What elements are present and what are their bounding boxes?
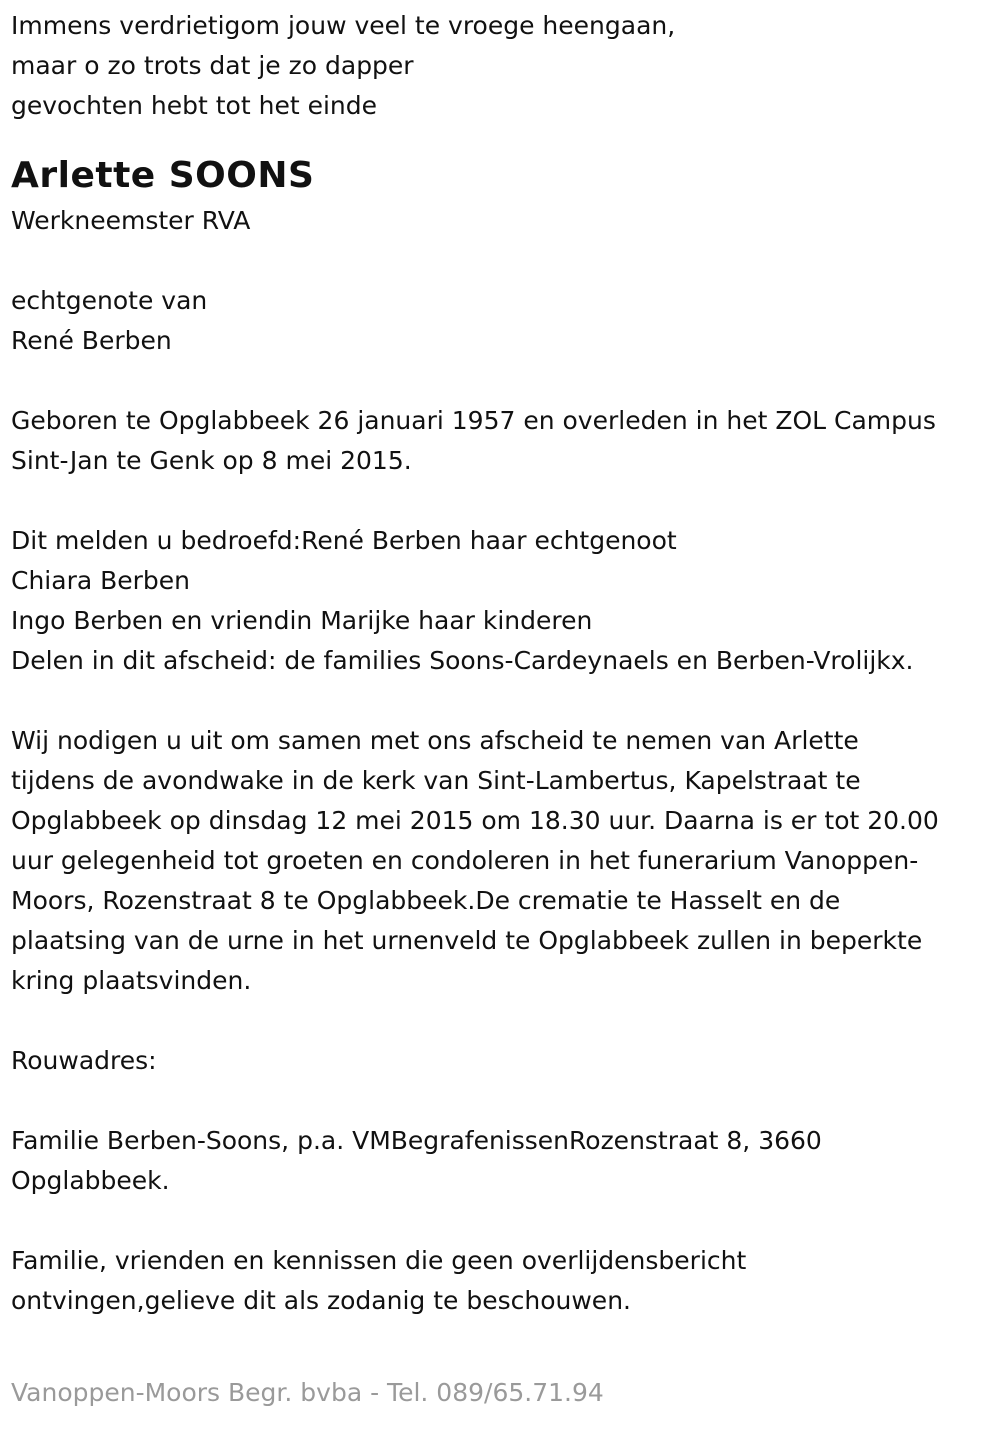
paragraph-line: kring plaatsvinden. [11, 966, 252, 995]
paragraph-line: Ingo Berben en vriendin Marijke haar kinderen [11, 606, 593, 635]
deceased-name: Arlette SOONS [11, 155, 315, 196]
ceremony-paragraph [11, 721, 996, 1001]
paragraph-line: uur gelegenheid tot groeten en condoleren in het funerarium Vanoppen- [11, 846, 919, 875]
obituary-notice [11, 0, 996, 1321]
spouse-name: René Berben [11, 326, 172, 355]
address-label: Rouwadres: [11, 1046, 157, 1075]
paragraph-line: Familie, vrienden en kennissen die geen overlijdensbericht [11, 1246, 747, 1275]
spacer [11, 481, 996, 521]
notice-paragraph [11, 1241, 996, 1321]
birth-death-paragraph [11, 401, 996, 481]
paragraph-line: Opglabbeek. [11, 1166, 170, 1195]
funeral-home-footer: Vanoppen-Moors Begr. bvba - Tel. 089/65.71.94 [11, 1378, 604, 1407]
spacer [11, 361, 996, 401]
spacer [11, 1081, 996, 1121]
paragraph-line: Moors, Rozenstraat 8 te Opglabbeek.De crematie te Hasselt en de [11, 886, 841, 915]
spacer [11, 1201, 996, 1241]
paragraph-line: Delen in dit afscheid: de families Soons-Cardeynaels en Berben-Vrolijkx. [11, 646, 914, 675]
paragraph-line: Geboren te Opglabbeek 26 januari 1957 en overleden in het ZOL Campus [11, 406, 936, 435]
paragraph-line: Opglabbeek op dinsdag 12 mei 2015 om 18.30 uur. Daarna is er tot 20.00 [11, 806, 939, 835]
paragraph-line: ontvingen,gelieve dit als zodanig te beschouwen. [11, 1286, 631, 1315]
poem-line: maar o zo trots dat je zo dapper [11, 51, 414, 80]
paragraph-line: Wij nodigen u uit om samen met ons afscheid te nemen van Arlette [11, 726, 859, 755]
spacer [11, 1001, 996, 1041]
paragraph-line: tijdens de avondwake in de kerk van Sint-Lambertus, Kapelstraat te [11, 766, 861, 795]
paragraph-line: Familie Berben-Soons, p.a. VMBegrafenissenRozenstraat 8, 3660 [11, 1126, 822, 1155]
paragraph-line: Chiara Berben [11, 566, 191, 595]
family-paragraph [11, 521, 996, 681]
poem [11, 6, 996, 126]
spouse-label: echtgenote van [11, 286, 208, 315]
spacer [11, 681, 996, 721]
paragraph-line: plaatsing van de urne in het urnenveld te Opglabbeek zullen in beperkte [11, 926, 923, 955]
paragraph-line: Dit melden u bedroefd:René Berben haar echtgenoot [11, 526, 677, 555]
poem-line: Immens verdrietigom jouw veel te vroege heengaan, [11, 11, 676, 40]
address-paragraph [11, 1121, 996, 1201]
poem-line: gevochten hebt tot het einde [11, 91, 377, 120]
occupation: Werkneemster RVA [11, 206, 251, 235]
paragraph-line: Sint-Jan te Genk op 8 mei 2015. [11, 446, 412, 475]
spacer [11, 241, 996, 281]
